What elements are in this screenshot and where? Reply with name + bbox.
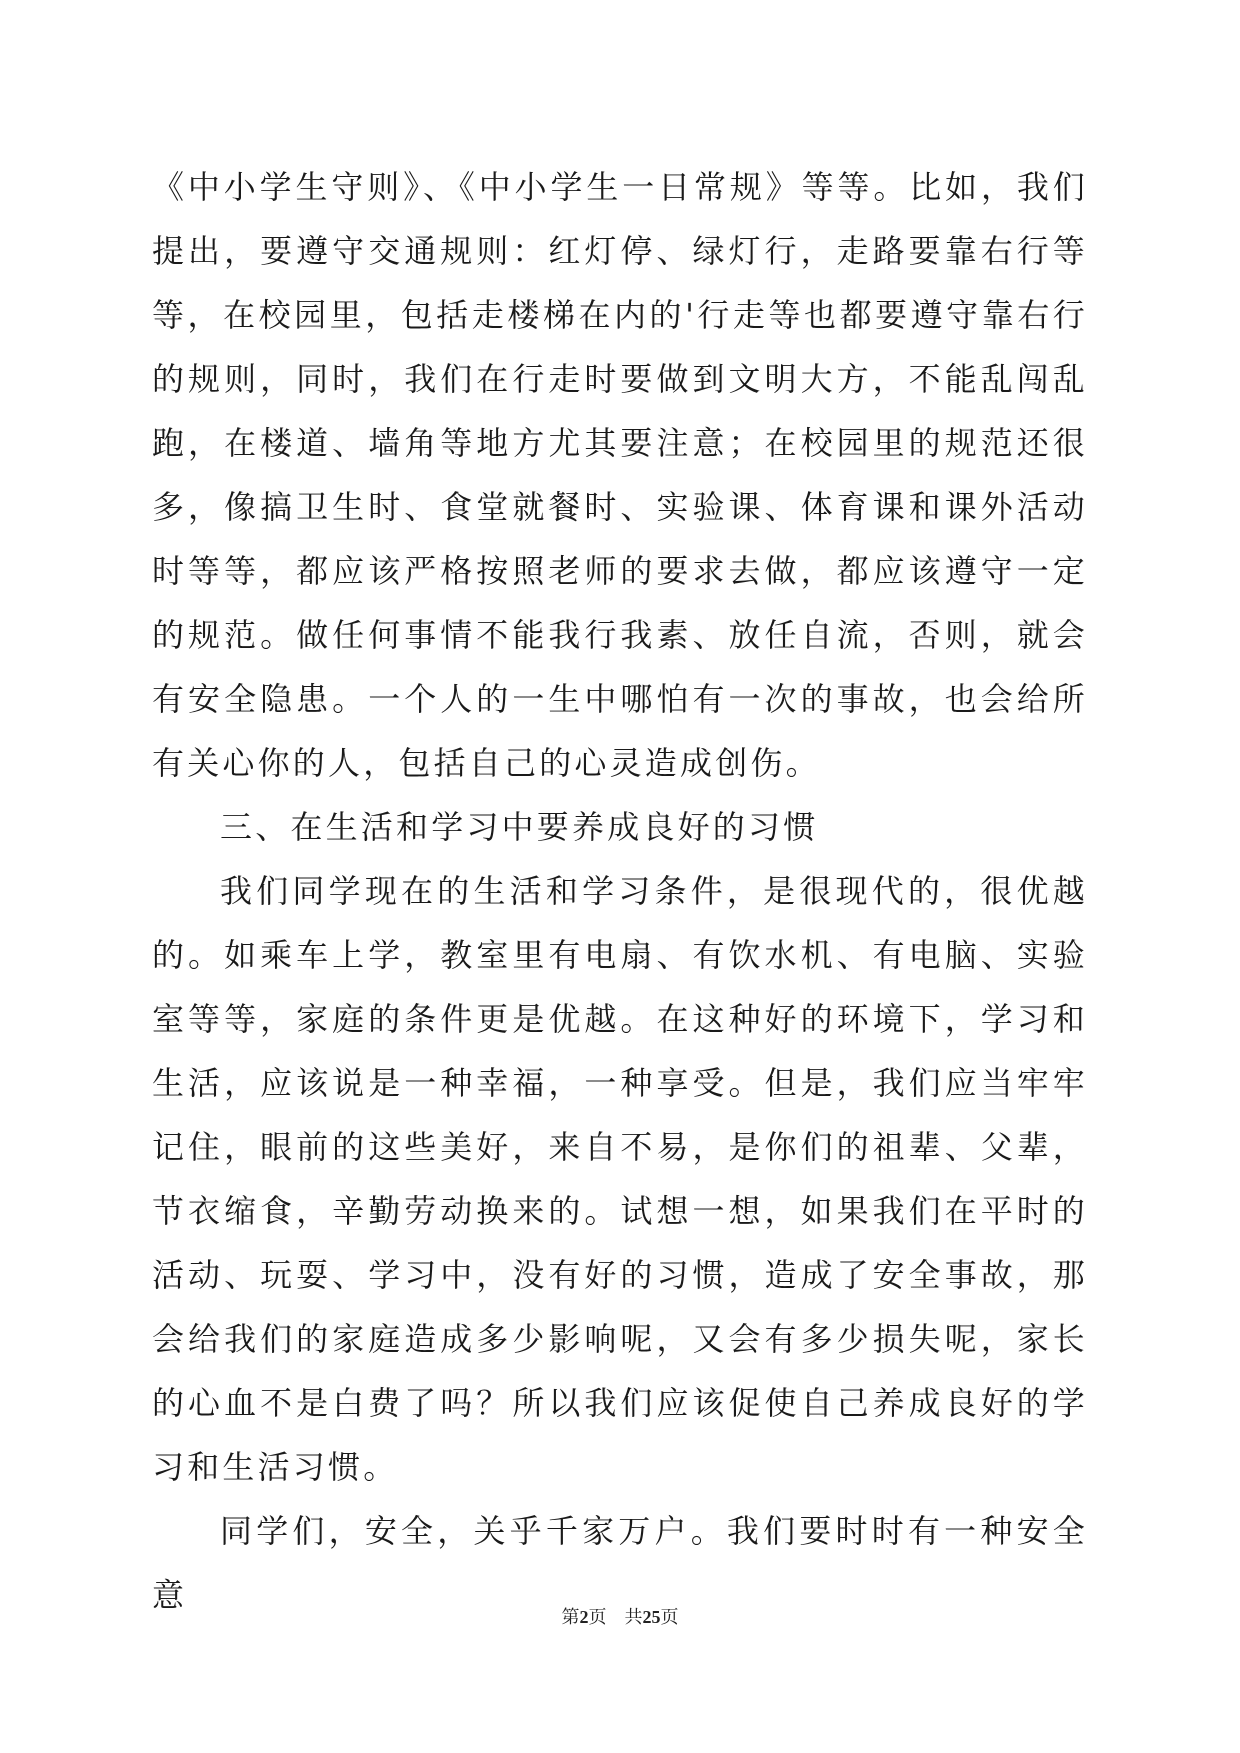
footer-page-unit: 页 (588, 1607, 607, 1628)
footer-prefix: 第 (561, 1607, 580, 1628)
page-footer (0, 1605, 1240, 1630)
section-heading-good-habits: 三、在生活和学习中要养成良好的习惯 (220, 808, 819, 846)
footer-total-prefix: 共 (624, 1607, 643, 1628)
paragraph-living-conditions: 我们同学现在的生活和学习条件，是很现代的，很优越的。如乘车上学，教室里有电扇、有饮水机、有电脑、实验室等等，家庭的条件更是优越。在这种好的环境下，学习和生活，应该说是一种幸福，一种享受。但是，我们应当牢牢记住，眼前的这些美好，来自不易，是你们的祖辈、父辈，节衣缩食，辛勤劳动换来的。试想一想，如果我们在平时的活动、玩耍、学习中，没有好的习惯，造成了安全事故，那会给我们的家庭造成多少影响呢，又会有多少损失呢，家长的心血不是白费了吗？所以我们应该促使自己养成良好的学习和生活习惯。 (152, 872, 1088, 1486)
footer-total-pages: 25 (642, 1607, 661, 1627)
document-body (152, 155, 1088, 1627)
paragraph-rules-continued: 《中小学生守则》、《中小学生一日常规》等等。比如，我们提出，要遵守交通规则：红灯停、绿灯行，走路要靠右行等等，在校园里，包括走楼梯在内的'行走等也都要遵守靠右行的规则，同时，我们在行走时要做到文明大方，不能乱闯乱跑，在楼道、墙角等地方尤其要注意；在校园里的规范还很多，像搞卫生时、食堂就餐时、实验课、体育课和课外活动时等等，都应该严格按照老师的要求去做，都应该遵守一定的规范。做任何事情不能我行我素、放任自流，否则，就会有安全隐患。一个人的一生中哪怕有一次的事故，也会给所有关心你的人，包括自己的心灵造成创伤。 (152, 168, 1088, 782)
paragraph-safety-conclusion: 同学们，安全，关乎千家万户。我们要时时有一种安全意 (152, 1512, 1088, 1614)
footer-current-page: 2 (579, 1607, 589, 1627)
footer-total-unit: 页 (660, 1607, 679, 1628)
